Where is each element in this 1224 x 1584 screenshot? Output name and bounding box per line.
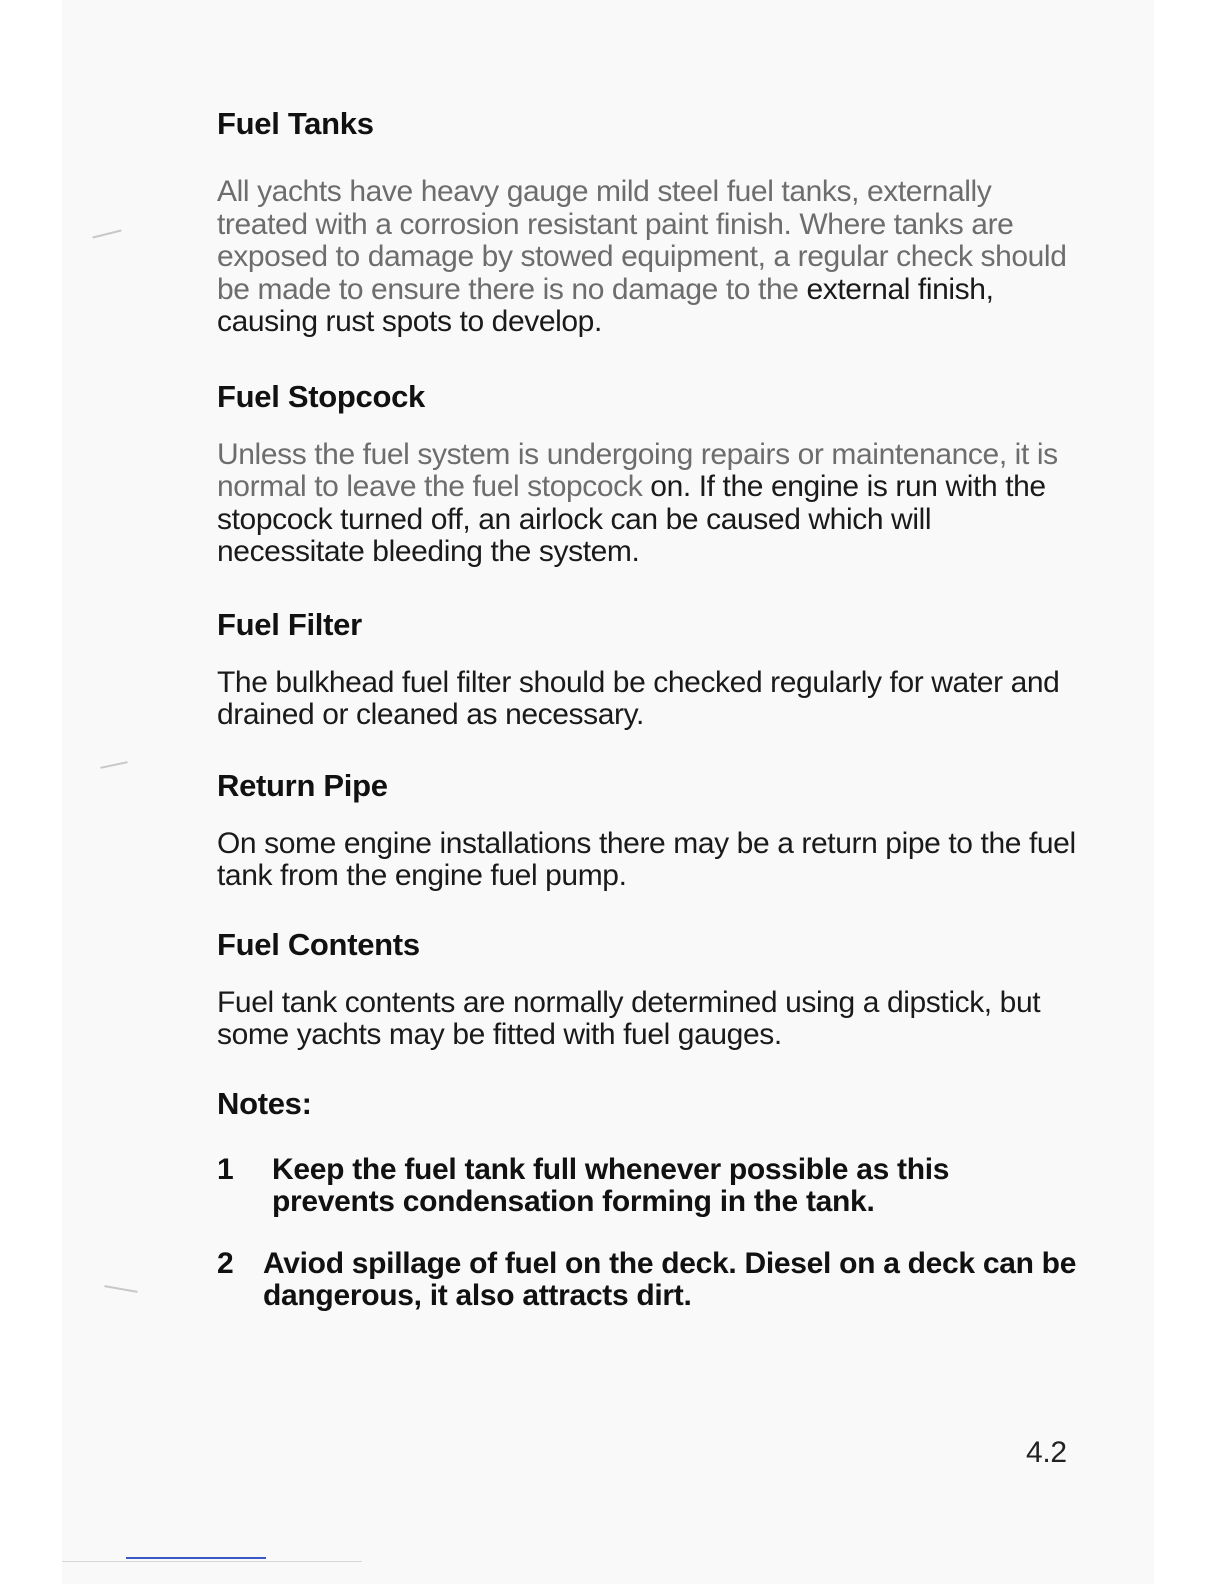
body-text: Fuel tank contents are normally determined using a dipstick, but some yachts may be fitted with fuel gauges. xyxy=(217,985,1041,1051)
section-body xyxy=(217,667,1077,732)
page-number: 4.2 xyxy=(1026,1436,1067,1469)
section-fuel-contents xyxy=(217,927,1077,1052)
notes-list xyxy=(217,1154,1077,1312)
section-fuel-stopcock xyxy=(217,379,1077,569)
scan-edge-line xyxy=(62,1561,362,1562)
body-text: external finish, causing rust spots to develop. xyxy=(217,272,994,338)
section-body xyxy=(217,439,1077,569)
note-number: 1 xyxy=(217,1152,234,1186)
section-heading: Return Pipe xyxy=(217,767,388,803)
section-fuel-filter xyxy=(217,607,1077,732)
note-number: 2 xyxy=(217,1246,234,1280)
section-notes xyxy=(217,1086,1077,1312)
body-text: On some engine installations there may be a return pipe to the fuel tank from the engine fuel pump. xyxy=(217,826,1076,892)
note-text: Keep the fuel tank full whenever possible as this prevents condensation forming in the tank. xyxy=(272,1152,950,1218)
note-item xyxy=(217,1154,1077,1218)
note-text: Aviod spillage of fuel on the deck. Diesel on a deck can be dangerous, it also attracts dirt. xyxy=(263,1246,1077,1312)
section-fuel-tanks xyxy=(217,106,1077,339)
body-text: The bulkhead fuel filter should be checked regularly for water and drained or cleaned as necessary. xyxy=(217,665,1060,731)
body-text: Unless the fuel system is undergoing repairs or maintenance, it is normal to leave the fuel stopcock xyxy=(217,437,1058,503)
manual-content xyxy=(217,106,1077,1312)
body-text: on. If the engine is run with the stopcock turned off, an airlock can be caused which will necessitate bleeding the system. xyxy=(217,470,1046,568)
section-heading: Fuel Contents xyxy=(217,926,420,962)
body-text: All yachts have heavy gauge mild steel fuel tanks, externally treated with a corrosion resistant paint finish. Where tanks are exposed to damage by stowed equipment, a regular check should be made to ensure there is no damage to the xyxy=(217,175,1067,306)
section-heading: Fuel Tanks xyxy=(217,106,374,141)
notes-heading: Notes: xyxy=(217,1085,312,1121)
scan-edge-line xyxy=(126,1557,266,1559)
section-heading: Fuel Filter xyxy=(217,606,362,642)
section-body xyxy=(217,828,1077,893)
section-heading: Fuel Stopcock xyxy=(217,378,425,414)
section-return-pipe xyxy=(217,768,1077,893)
section-body xyxy=(217,987,1077,1052)
note-item xyxy=(217,1248,1077,1312)
section-body xyxy=(217,176,1077,339)
